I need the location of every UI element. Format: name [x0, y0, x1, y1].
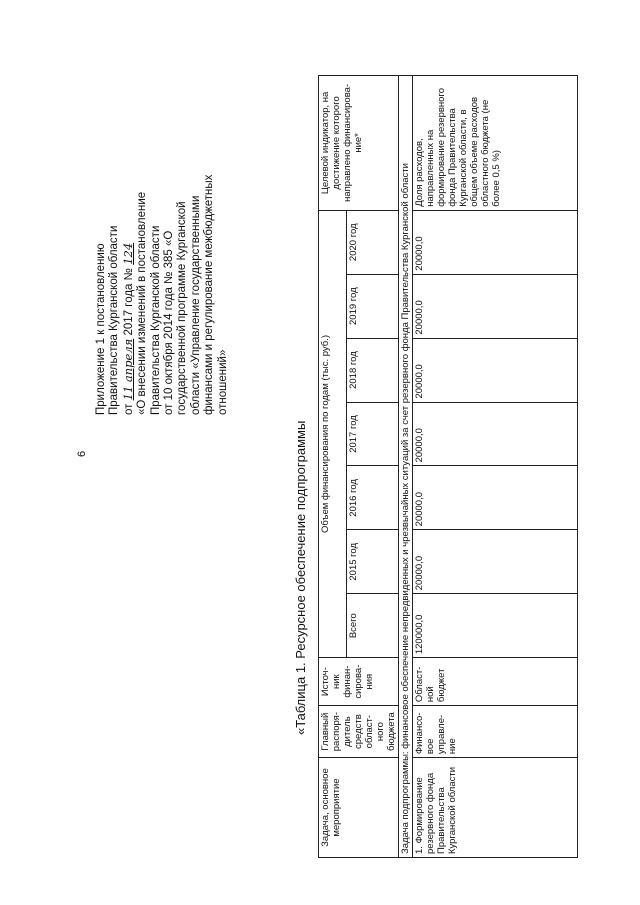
handwritten-date: 11 апреля: [120, 338, 135, 401]
cell-2015: 20000,0: [413, 530, 578, 594]
header-task: Задача, основное мероприятие: [319, 758, 399, 858]
appendix-line: области «Управление государственными: [189, 195, 202, 415]
cell-2018: 20000,0: [413, 338, 578, 402]
header-indicator: Целевой индикатор, на достижение которого направлено финансирова-ние*: [319, 76, 399, 211]
header-2017: 2017 год: [347, 402, 399, 466]
header-2015: 2015 год: [347, 530, 399, 594]
header-source: Источ-ник финан-сирова-ния: [319, 658, 399, 706]
appendix-line: отношений»: [216, 349, 229, 415]
appendix-year: 2017 года №: [122, 268, 135, 336]
table-row: [413, 76, 578, 858]
appendix-line: от 10 октября 2014 года № 385 «О: [163, 230, 176, 415]
appendix-line: финансами и регулирование межбюджетных: [203, 174, 216, 415]
cell-source: Област-ной бюджет: [413, 658, 578, 706]
row-task: Формирование резервного фонда Правительства Курганской области: [414, 766, 458, 854]
cell-2016: 20000,0: [413, 466, 578, 530]
page-number: 6: [76, 450, 88, 457]
appendix-line: государственной программе Курганской: [176, 201, 189, 415]
appendix-from: от: [122, 403, 135, 415]
cell-2017: 20000,0: [413, 402, 578, 466]
header-2016: 2016 год: [347, 466, 399, 530]
resource-table: [318, 75, 578, 858]
header-2019: 2019 год: [347, 274, 399, 338]
appendix-header: [95, 55, 230, 415]
section-row: Задача подпрограммы: финансовое обеспечение непредвиденных и чрезвычайных ситуаций за счет резервного фонда Правительства Курганской области: [399, 76, 413, 858]
cell-manager: Финансо-вое управле-ние: [413, 706, 578, 758]
row-number: 1.: [414, 846, 425, 854]
header-volume: Объем финансирования по годам (тыс. руб.): [319, 210, 347, 657]
handwritten-number: 124: [120, 242, 135, 265]
appendix-line: Приложение 1 к постановлению: [95, 243, 107, 415]
header-manager: Главный распоря-дитель средств област-ного бюджета: [319, 706, 399, 758]
appendix-line: Правительства Курганской области: [108, 225, 121, 415]
cell-2019: 20000,0: [413, 274, 578, 338]
appendix-line: «О внесении изменений в постановление: [136, 191, 149, 415]
appendix-line: Правительства Курганской области: [149, 225, 162, 415]
appendix-date-line: [122, 55, 136, 415]
cell-task: [413, 758, 578, 858]
header-2020: 2020 год: [347, 210, 399, 274]
table-title: «Таблица 1. Ресурсное обеспечение подпрограммы: [293, 420, 308, 735]
header-2018: 2018 год: [347, 338, 399, 402]
cell-total: 120000,0: [413, 594, 578, 658]
cell-indicator: Доля расходов, направленных на формирование резервного фонда Правительства Курганской области, в общем объеме расходов областного бюджета (не более 0,5 %): [413, 76, 578, 211]
header-total: Всего: [347, 594, 399, 658]
cell-2020: 20000,0: [413, 210, 578, 274]
